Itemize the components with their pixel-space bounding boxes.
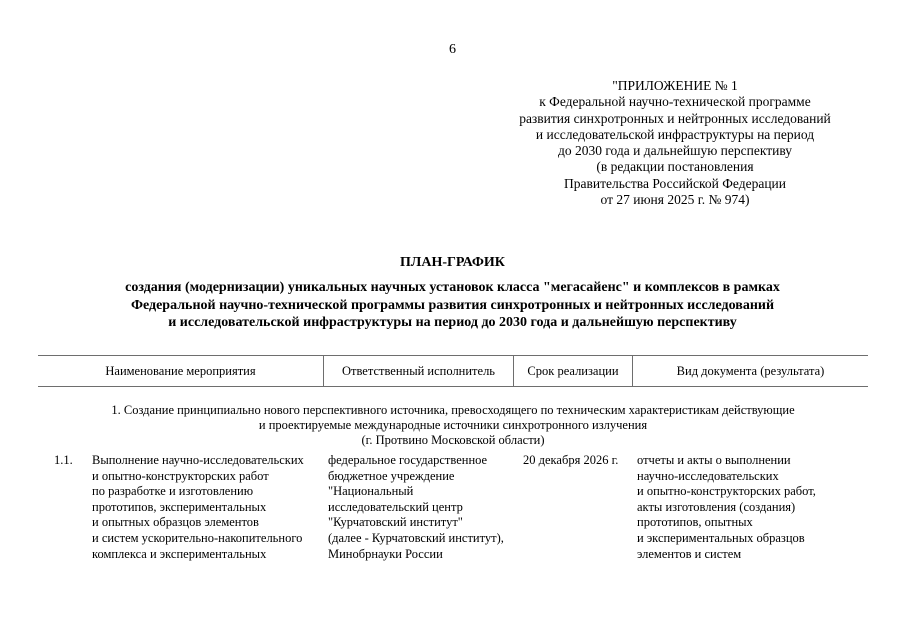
- row-document: [637, 453, 816, 562]
- row-executor: [328, 453, 504, 562]
- appendix-block: [470, 78, 880, 208]
- appendix-line: "ПРИЛОЖЕНИЕ № 1: [612, 78, 738, 93]
- document-title: ПЛАН-ГРАФИК: [400, 255, 505, 270]
- appendix-line: к Федеральной научно-технической программе: [539, 94, 811, 110]
- appendix-line: (в редакции постановления: [596, 159, 754, 175]
- document-line: научно-исследовательских: [637, 468, 779, 483]
- subtitle-line: Федеральной научно-технической программы развития синхротронных и нейтронных исследований: [130, 297, 775, 313]
- appendix-line: Правительства Российской Федерации: [564, 175, 786, 191]
- row-number: 1.1.: [54, 453, 73, 467]
- row-event-name: [92, 453, 304, 562]
- section-line: и проектируемые международные источники синхротронного излучения: [258, 418, 648, 433]
- event-name-line: и опытных образцов элементов: [92, 515, 259, 530]
- event-name-line: Выполнение научно-исследовательских: [92, 453, 304, 467]
- executor-line: федеральное государственное: [328, 453, 488, 467]
- section-line: 1. Создание принципиально нового перспективного источника, превосходящего по техническим характеристикам действующие: [111, 403, 795, 417]
- subtitle-line: создания (модернизации) уникальных научных установок класса "мегасайенс" и комплексов в рамках: [125, 280, 780, 295]
- event-name-line: комплекса и экспериментальных: [92, 546, 267, 561]
- section-line: (г. Протвино Московской области): [361, 433, 545, 448]
- document-line: отчеты и акты о выполнении: [637, 453, 791, 467]
- appendix-line: и исследовательской инфраструктуры на период: [535, 126, 815, 142]
- executor-line: Минобрнауки России: [328, 546, 443, 561]
- header-event-name: Наименование мероприятия: [105, 364, 256, 378]
- page-number: 6: [449, 42, 456, 57]
- executor-line: "Курчатовский институт": [328, 515, 463, 530]
- appendix-line: развития синхротронных и нейтронных исследований: [519, 110, 831, 126]
- subtitle-line: и исследовательской инфраструктуры на период до 2030 года и дальнейшую перспективу: [168, 315, 737, 330]
- executor-line: исследовательский центр: [328, 499, 463, 514]
- document-line: и опытно-конструкторских работ,: [637, 484, 816, 499]
- event-name-line: прототипов, экспериментальных: [92, 499, 267, 514]
- executor-line: (далее - Курчатовский институт),: [328, 530, 504, 545]
- document-line: прототипов, опытных: [637, 515, 753, 530]
- document-line: акты изготовления (создания): [637, 499, 796, 514]
- event-name-line: и опытно-конструкторских работ: [92, 468, 269, 483]
- document-subtitle: [0, 279, 905, 332]
- appendix-line: до 2030 года и дальнейшую перспективу: [557, 143, 793, 159]
- header-executor: Ответственный исполнитель: [341, 364, 496, 378]
- executor-line: бюджетное учреждение: [328, 468, 455, 483]
- header-deadline: Срок реализации: [527, 364, 619, 378]
- appendix-line: от 27 июня 2025 г. № 974): [600, 192, 750, 208]
- row-deadline: 20 декабря 2026 г.: [523, 453, 619, 467]
- header-bottom-border: [38, 386, 868, 387]
- event-name-line: по разработке и изготовлению: [92, 484, 254, 499]
- section-heading: [38, 403, 868, 449]
- document-line: и экспериментальных образцов: [637, 530, 805, 545]
- event-name-line: и систем ускорительно-накопительного: [92, 530, 303, 545]
- executor-line: "Национальный: [328, 484, 414, 499]
- document-line: элементов и систем: [637, 546, 742, 561]
- header-document: Вид документа (результата): [676, 364, 825, 378]
